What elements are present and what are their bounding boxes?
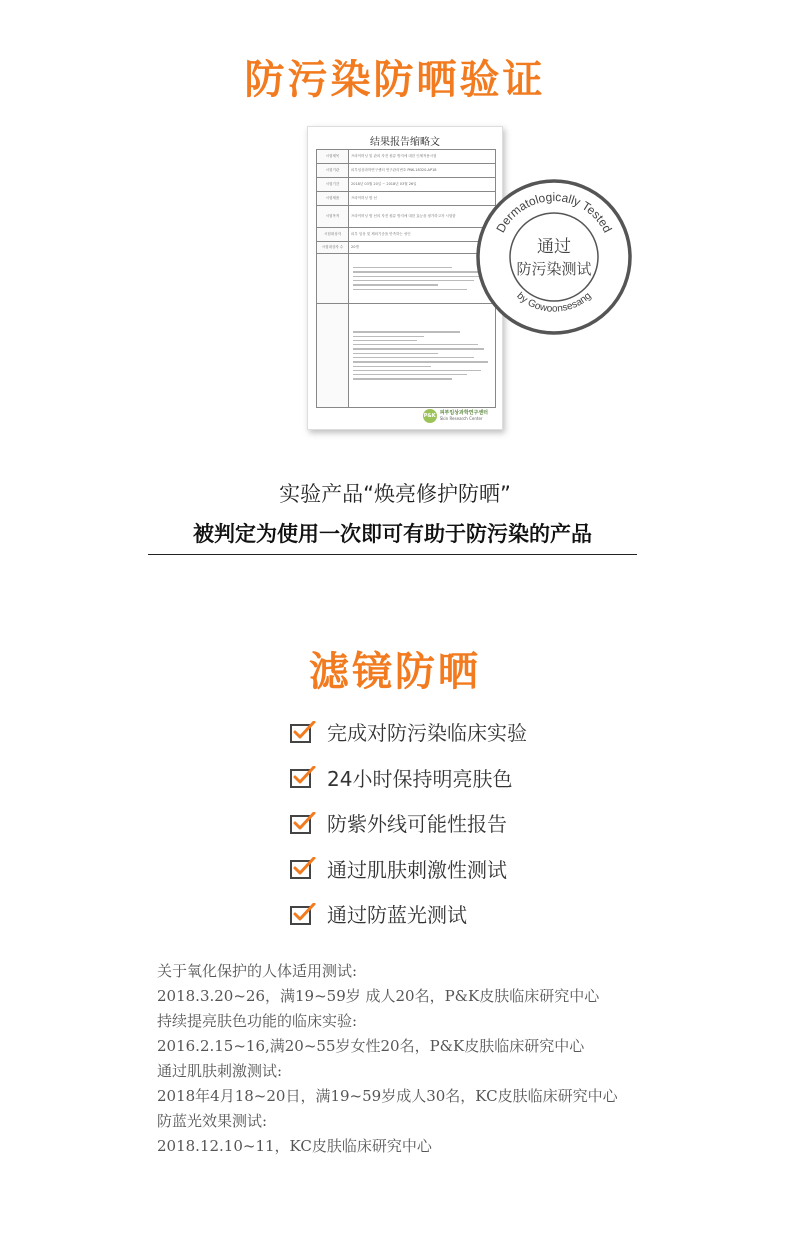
report-row-exclusion bbox=[317, 304, 496, 408]
report-row bbox=[317, 178, 496, 192]
report-row-key: 시험대상자 수 bbox=[317, 242, 349, 254]
checkbox-checked-icon bbox=[290, 903, 316, 925]
report-table bbox=[316, 149, 496, 408]
note-heading-irritation-test: 通过肌肤刺激测试: bbox=[157, 1062, 283, 1080]
report-row-criteria bbox=[317, 254, 496, 304]
report-row-value: 2018년 03월 20일 ~ 2018년 03월 26일 bbox=[349, 178, 496, 192]
test-product-statement: 实验产品“焕亮修护防晒” bbox=[279, 482, 511, 506]
report-row-key: 시험제목 bbox=[317, 150, 349, 164]
report-row bbox=[317, 242, 496, 254]
report-row-value: 20명 bbox=[349, 242, 496, 254]
checkbox-checked-icon bbox=[290, 721, 316, 743]
logo-text-english: Skin Research Center bbox=[439, 415, 483, 421]
checklist-item-label: 通过肌肤刺激性测试 bbox=[327, 857, 507, 882]
report-row bbox=[317, 192, 496, 206]
checkbox-checked-icon bbox=[290, 812, 316, 834]
report-row-key: 시험기간 bbox=[317, 178, 349, 192]
report-row bbox=[317, 164, 496, 178]
report-row bbox=[317, 150, 496, 164]
report-row-value: 피부임상과학연구센터 연구관리번호 PNK-18320-AP18 bbox=[349, 164, 496, 178]
checklist-item-label: 防紫外线可能性报告 bbox=[327, 812, 507, 837]
report-row-key: 시험기관 bbox=[317, 164, 349, 178]
section-title-pollution-test: 防污染防晒验证 bbox=[244, 57, 546, 103]
checklist-item bbox=[290, 755, 527, 801]
checklist-item-label: 通过防蓝光测试 bbox=[327, 903, 467, 928]
note-detail-brightening-test: 2016.2.15~16,满20~55岁女性20名，P&K皮肤临床研究中心 bbox=[157, 1037, 585, 1055]
checklist-item-label: 24小时保持明亮肤色 bbox=[327, 766, 513, 791]
report-row-value: 프라이머닝 및 관의 자전 원류 방지에 대한 인체적용시험 bbox=[349, 150, 496, 164]
logo-mark: P&K bbox=[423, 409, 437, 423]
research-center-logo bbox=[423, 409, 488, 423]
logo-text-korean: 피부임상과학연구센터 bbox=[439, 410, 488, 417]
stamp-arc-bottom-text: by Gowoonsesang bbox=[514, 290, 594, 315]
checklist-item bbox=[290, 709, 527, 755]
report-row bbox=[317, 228, 496, 242]
stamp-line-2: 防污染测试 bbox=[516, 260, 592, 278]
clinical-test-notes bbox=[157, 962, 618, 1162]
checklist-item-label: 完成对防污染临床实验 bbox=[327, 721, 527, 746]
dermatologically-tested-stamp bbox=[473, 176, 635, 338]
report-row-value: 프라이머닝 밤 선의 자전 원류 방지에 대한 효능을 평가하고자 시험함 bbox=[349, 206, 496, 228]
report-row-key: 시험대상자 bbox=[317, 228, 349, 242]
note-heading-brightening-test: 持续提亮肤色功能的临床实验: bbox=[157, 1012, 358, 1030]
checkbox-checked-icon bbox=[290, 766, 316, 788]
report-title: 结果报告缩略文 bbox=[370, 137, 440, 148]
note-detail-irritation-test: 2018年4月18~20日，满19~59岁成人30名，KC皮肤临床研究中心 bbox=[157, 1087, 618, 1105]
stamp-arc-top-text: Dermatologically Tested bbox=[493, 189, 615, 235]
section-title-filter-sunscreen: 滤镜防晒 bbox=[309, 649, 481, 695]
report-row-key: 시험제품 bbox=[317, 192, 349, 206]
note-detail-oxidation-test: 2018.3.20~26，满19~59岁 成人20名，P&K皮肤临床研究中心 bbox=[157, 987, 600, 1005]
test-result-statement: 被判定为使用一次即可有助于防污染的产品 bbox=[148, 518, 637, 555]
note-heading-blue-light-test: 防蓝光效果测试: bbox=[157, 1112, 268, 1130]
checklist-item bbox=[290, 891, 527, 937]
report-row-value: 프라이머닝 밤 선 bbox=[349, 192, 496, 206]
stamp-line-1: 通过 bbox=[537, 237, 571, 257]
report-row bbox=[317, 206, 496, 228]
checklist-item bbox=[290, 800, 527, 846]
report-row-key: 시험목적 bbox=[317, 206, 349, 228]
checkbox-checked-icon bbox=[290, 857, 316, 879]
checklist-item bbox=[290, 846, 527, 892]
report-row-value: 피부 임상 및 제외기준을 만족하는 성인 bbox=[349, 228, 496, 242]
note-heading-oxidation-test: 关于氧化保护的人体适用测试: bbox=[157, 962, 358, 980]
note-detail-blue-light-test: 2018.12.10~11，KC皮肤临床研究中心 bbox=[157, 1137, 432, 1155]
feature-checklist bbox=[290, 709, 527, 937]
